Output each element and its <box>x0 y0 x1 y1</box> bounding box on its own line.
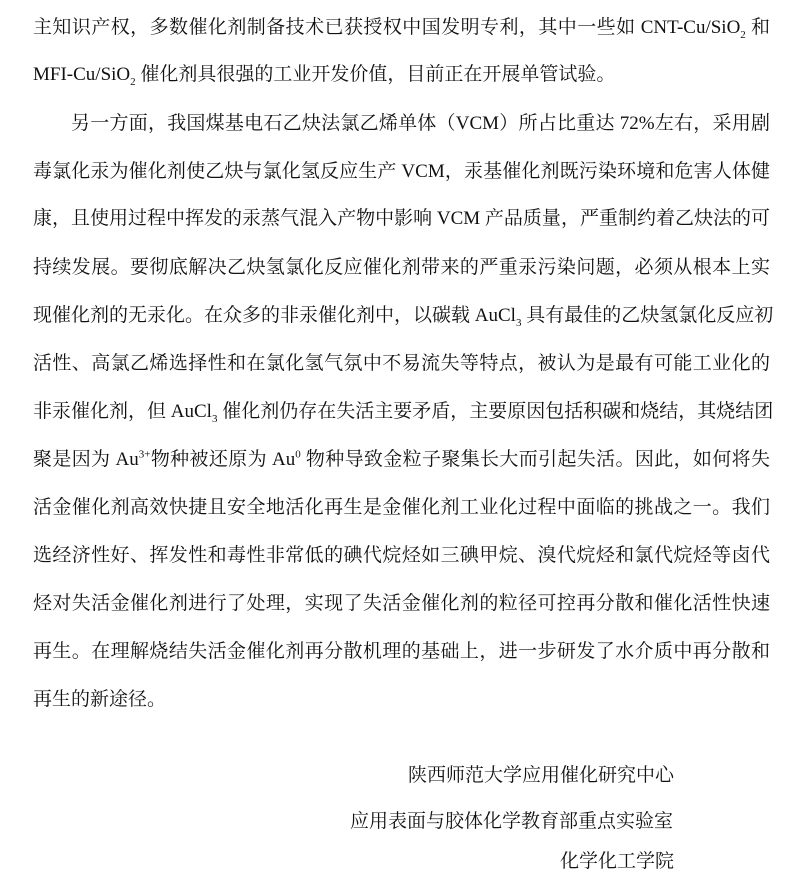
text-sub: 2 <box>130 75 136 88</box>
text-line <box>33 448 770 472</box>
text-segment: 催化剂具很强的工业开发价值，目前正在开展单管试验。 <box>135 64 616 85</box>
text-line <box>33 640 770 664</box>
text-segment: 毒氯化汞为催化剂使乙炔与氯化氢反应生产 VCM，汞基催化剂既污染环境和危害人体健 <box>33 161 770 182</box>
text-line <box>33 400 774 425</box>
text-segment: 和 <box>745 17 770 38</box>
text-segment: 持续发展。要彻底解决乙炔氢氯化反应催化剂带来的严重汞污染问题，必须从根本上实 <box>33 257 770 278</box>
text-line <box>33 688 770 712</box>
text-sup: 3+ <box>138 448 151 461</box>
text-line <box>33 496 770 520</box>
text-segment: 选经济性好、挥发性和毒性非常低的碘代烷烃如三碘甲烷、溴代烷烃和氯代烷烃等卤代 <box>33 545 770 566</box>
text-segment: 非汞催化剂，但 AuCl <box>33 401 212 422</box>
text-segment: 物种导致金粒子聚集长大而引起失活。因此，如何将失 <box>300 449 770 470</box>
text-segment: 再生。在理解烧结失活金催化剂再分散机理的基础上，进一步研发了水介质中再分散和 <box>33 641 770 662</box>
text-segment: 活性、高氯乙烯选择性和在氯化氢气氛中不易流失等特点，被认为是最有可能工业化的 <box>33 353 770 374</box>
text-segment: 另一方面，我国煤基电石乙炔法氯乙烯单体（VCM）所占比重达 72%左右，采用剧 <box>71 113 770 134</box>
text-line <box>33 592 770 616</box>
text-sub: 3 <box>211 412 218 425</box>
text-sup: 0 <box>295 448 301 461</box>
text-segment: 主知识产权，多数催化剂制备技术已获授权中国发明专利，其中一些如 CNT-Cu/SiO <box>33 17 741 38</box>
text-line <box>33 160 770 184</box>
text-segment: 催化剂仍存在失活主要矛盾，主要原因包括积碳和烧结，其烧结团 <box>217 401 774 422</box>
text-line <box>33 63 770 87</box>
text-segment: MFI-Cu/SiO <box>33 64 131 85</box>
text-sub: 2 <box>740 28 746 41</box>
text-line <box>33 16 770 40</box>
text-segment: 烃对失活金催化剂进行了处理，实现了失活金催化剂的粒径可控再分散和催化活性快速 <box>33 593 770 614</box>
text-line <box>33 207 770 231</box>
text-segment: 再生的新途径。 <box>33 689 167 710</box>
signature-center: 陕西师范大学应用催化研究中心 <box>408 765 675 786</box>
text-segment: 康，且使用过程中挥发的汞蒸气混入产物中影响 VCM 产品质量，严重制约着乙炔法的可 <box>33 208 770 229</box>
text-line <box>33 352 770 376</box>
signature-school: 化学化工学院 <box>560 851 675 872</box>
text-line <box>33 256 770 280</box>
text-line <box>33 304 774 329</box>
text-segment: 现催化剂的无汞化。在众多的非汞催化剂中，以碳载 AuCl <box>33 305 516 326</box>
text-segment: 活金催化剂高效快捷且安全地活化再生是金催化剂工业化过程中面临的挑战之一。我们 <box>33 497 770 518</box>
text-segment: 物种被还原为 Au <box>150 449 296 470</box>
text-line <box>33 544 770 568</box>
text-segment: 具有最佳的乙炔氢氯化反应初 <box>521 305 774 326</box>
text-line <box>71 112 770 136</box>
text-sub: 3 <box>515 316 522 329</box>
text-segment: 聚是因为 Au <box>33 449 139 470</box>
signature-lab: 应用表面与胶体化学教育部重点实验室 <box>350 811 674 832</box>
